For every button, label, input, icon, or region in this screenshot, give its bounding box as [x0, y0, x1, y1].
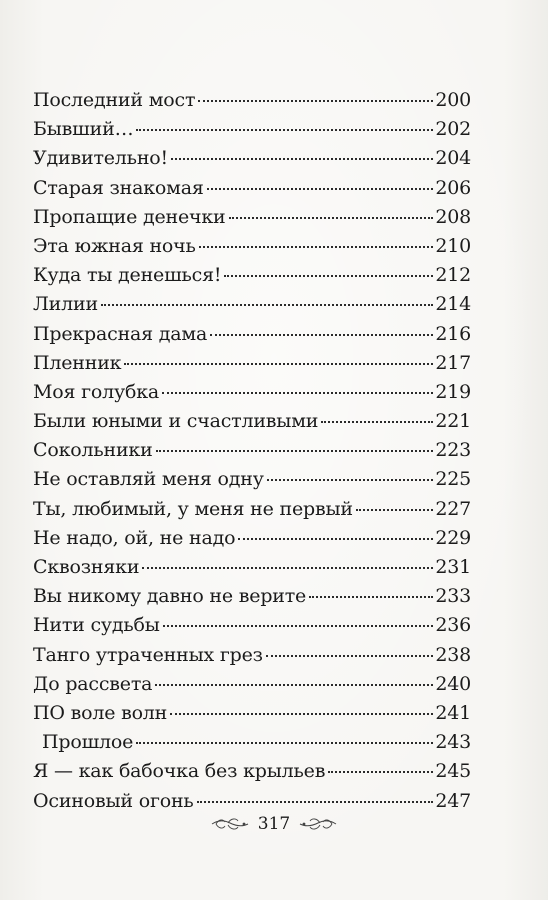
dot-leader	[170, 713, 433, 715]
toc-entry	[33, 757, 471, 786]
toc-entry-title: Удивительно!	[33, 147, 168, 170]
toc-entry-page: 241	[435, 701, 471, 724]
toc-entry	[33, 232, 471, 261]
toc-entry-title: Прошлое	[42, 731, 134, 754]
toc-entry	[33, 670, 471, 699]
toc-entry	[33, 144, 471, 173]
toc-entry	[33, 115, 471, 144]
toc-entry-page: 238	[435, 643, 471, 666]
dot-leader	[199, 246, 434, 248]
toc-entry	[33, 349, 471, 378]
toc-entry-title: Куда ты денешься!	[33, 264, 222, 287]
toc-entry-page: 225	[435, 468, 471, 491]
toc-entry	[33, 290, 471, 319]
dot-leader	[266, 655, 434, 657]
toc-entry	[33, 524, 471, 553]
dot-leader	[162, 392, 433, 394]
toc-entry-page: 202	[435, 118, 471, 141]
dot-leader	[198, 100, 433, 102]
dot-leader	[156, 450, 434, 452]
toc-entry-page: 240	[435, 672, 471, 695]
toc-entry-page: 229	[435, 526, 471, 549]
toc-entry-title: До рассвета	[33, 672, 153, 695]
toc-entry-title: Не надо, ой, не надо	[33, 526, 236, 549]
toc-entry	[33, 465, 471, 494]
toc-entry-title: ПО воле волн	[33, 701, 168, 724]
toc-entry-title: Пропащие денечки	[33, 205, 226, 228]
toc-entry	[33, 553, 471, 582]
toc-entry-title: Старая знакомая	[33, 176, 204, 199]
toc-entry-page: 227	[435, 497, 471, 520]
dot-leader	[210, 334, 433, 336]
toc-entry-page: 223	[435, 439, 471, 462]
toc-entry-page: 200	[435, 89, 471, 111]
toc-entry-page: 217	[435, 351, 471, 374]
toc-entry-title: Я — как бабочка без крыльев	[33, 760, 326, 783]
page-footer	[0, 813, 548, 835]
toc-entry-page: 233	[435, 585, 471, 608]
floral-flourish-icon	[298, 817, 338, 831]
dot-leader	[229, 217, 434, 219]
dot-leader	[136, 129, 433, 131]
toc-entry-title: Нити судьбы	[33, 614, 160, 637]
dot-leader	[171, 158, 433, 160]
dot-leader	[321, 421, 433, 423]
toc-entry	[33, 261, 471, 290]
toc-entry-page: 206	[435, 176, 471, 199]
page-number: 317	[257, 814, 291, 834]
toc-entry-page: 243	[435, 731, 471, 754]
dot-leader	[101, 304, 433, 306]
toc-entry	[33, 174, 471, 203]
toc-entry-title: Не оставляй меня одну	[33, 468, 264, 491]
toc-entry	[33, 787, 471, 816]
toc-entry-title: Танго утраченных грез	[33, 643, 263, 666]
toc-entry-title: Моя голубка	[33, 380, 160, 403]
toc-entry-page: 216	[435, 322, 471, 345]
toc-entry-title: Были юными и счастливыми	[33, 410, 319, 433]
toc-entry	[33, 407, 471, 436]
toc-entry	[33, 203, 471, 232]
toc-entry-title: Ты, любимый, у меня не первый	[33, 497, 353, 520]
toc-entry-page: 221	[435, 410, 471, 433]
dot-leader	[309, 596, 433, 598]
dot-leader	[238, 538, 433, 540]
toc-entry	[33, 378, 471, 407]
toc-entry-page: 214	[435, 293, 471, 316]
toc-entry	[33, 582, 471, 611]
dot-leader	[163, 625, 434, 627]
toc-entry-page: 236	[435, 614, 471, 637]
toc-entry-title: Сквозняки	[33, 556, 140, 578]
dot-leader	[207, 188, 434, 190]
toc-entry-page: 212	[435, 264, 471, 287]
toc-entry-title: Лилии	[33, 293, 98, 316]
toc-entry	[33, 611, 471, 640]
toc-entry	[33, 641, 471, 670]
toc-entry-title: Прекрасная дама	[33, 322, 208, 345]
toc-entry	[33, 86, 471, 115]
dot-leader	[136, 742, 433, 744]
toc-entry-page: 231	[435, 556, 471, 578]
toc-entry-page: 245	[435, 760, 471, 783]
dot-leader	[124, 363, 433, 365]
toc-entry	[33, 728, 471, 757]
dot-leader	[356, 509, 433, 511]
toc-entry-page: 247	[435, 789, 471, 812]
floral-flourish-icon	[210, 817, 250, 831]
dot-leader	[197, 801, 434, 803]
toc-entry-title: Осиновый огонь	[33, 789, 194, 812]
toc-entry	[33, 495, 471, 524]
toc-entry-page: 210	[435, 234, 471, 257]
toc-entry-page: 208	[435, 205, 471, 228]
toc-entry	[33, 699, 471, 728]
dot-leader	[328, 771, 433, 773]
toc-entry	[33, 436, 471, 465]
toc-entry-page: 204	[435, 147, 471, 170]
toc-entry-title: Эта южная ночь	[33, 234, 196, 257]
toc-entry	[33, 320, 471, 349]
dot-leader	[267, 479, 434, 481]
toc-entry-title: Пленник	[33, 351, 122, 374]
toc-entry-title: Вы никому давно не верите	[33, 585, 307, 608]
table-of-contents	[33, 86, 471, 816]
dot-leader	[224, 275, 433, 277]
toc-entry-title: Последний мост	[33, 89, 196, 111]
dot-leader	[142, 567, 433, 569]
toc-entry-page: 219	[435, 380, 471, 403]
toc-entry-title: Бывший…	[33, 118, 134, 141]
dot-leader	[155, 684, 433, 686]
toc-entry-title: Сокольники	[33, 439, 153, 462]
